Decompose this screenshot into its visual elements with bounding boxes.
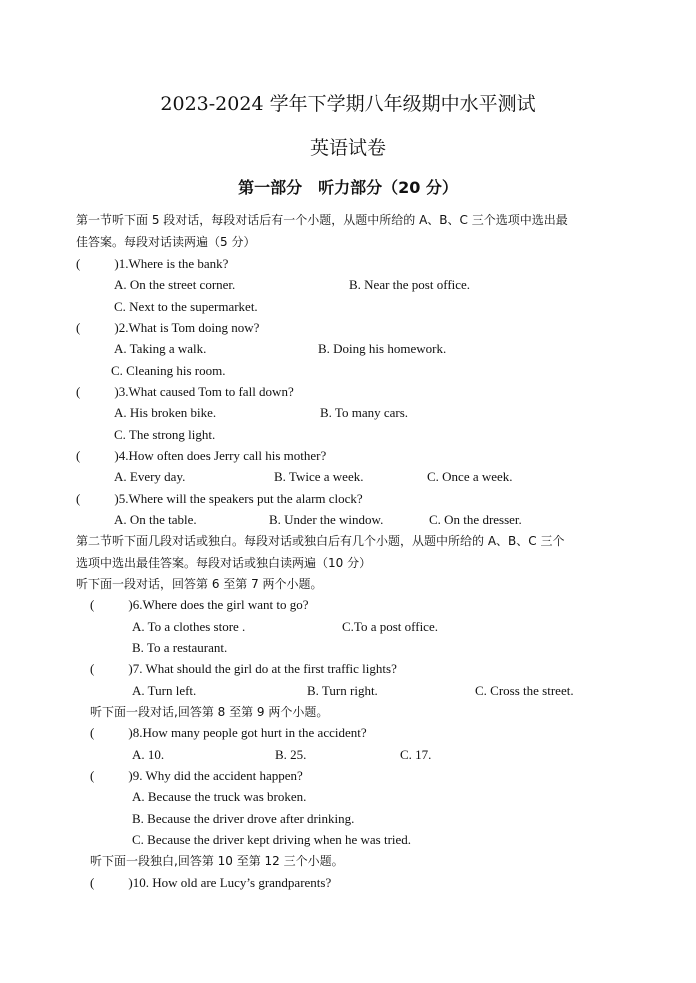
question-6 [90, 597, 309, 613]
answer-paren-open: ( [90, 875, 95, 890]
question-2 [76, 320, 259, 336]
question-text: 6.Where does the girl want to go? [132, 597, 309, 612]
q6-option-b: C.To a post office. [342, 619, 438, 634]
section1-instruction-line1: 第一节听下面 5 段对话，每段对话后有一个小题，从题中所给的 A、B、C 三个选项中选出最 [76, 213, 568, 227]
question-text: 8.How many people got hurt in the accident? [132, 725, 367, 740]
question-text: 7. What should the girl do at the first traffic lights? [132, 661, 397, 676]
answer-paren-close: ) [128, 597, 133, 612]
q1-option-c: C. Next to the supermarket. [114, 299, 258, 314]
q7-option-a: A. Turn left. [132, 683, 197, 698]
answer-paren-open: ( [90, 768, 95, 783]
answer-paren-open: ( [76, 491, 81, 506]
question-4 [76, 448, 326, 464]
q2-option-c: C. Cleaning his room. [111, 363, 226, 378]
answer-paren-open: ( [76, 448, 81, 463]
question-1 [76, 256, 228, 272]
q3-option-b: B. To many cars. [320, 405, 409, 420]
sub-instruction-10-12: 听下面一段独白,回答第 10 至第 12 三个小题。 [90, 854, 344, 868]
q3-option-c: C. The strong light. [114, 427, 216, 442]
question-5 [76, 491, 363, 507]
section2-instruction-line2: 选项中选出最佳答案。每段对话或独白读两遍（10 分） [76, 556, 372, 570]
q8-option-b: B. 25. [275, 747, 307, 762]
answer-paren-close: ) [114, 448, 119, 463]
question-text: 9. Why did the accident happen? [132, 768, 303, 783]
answer-paren-close: ) [128, 875, 133, 890]
answer-paren-open: ( [90, 597, 95, 612]
question-text: 4.How often does Jerry call his mother? [118, 448, 327, 463]
section2-instruction-line1: 第二节听下面几段对话或独白。每段对话或独白后有几个小题，从题中所给的 A、B、C 三个 [76, 534, 565, 548]
answer-paren-open: ( [76, 256, 81, 271]
answer-paren-open: ( [90, 661, 95, 676]
q7-option-b: B. Turn right. [307, 683, 378, 698]
q1-option-b: B. Near the post office. [349, 277, 471, 292]
q9-option-a: A. Because the truck was broken. [132, 789, 307, 804]
question-7 [90, 661, 397, 677]
sub-instruction-8-9: 听下面一段对话,回答第 8 至第 9 两个小题。 [90, 705, 329, 719]
exam-title: 2023-2024 学年下学期八年级期中水平测试 [160, 93, 536, 115]
answer-paren-close: ) [114, 320, 119, 335]
q1-option-a: A. On the street corner. [114, 277, 236, 292]
question-text: 2.What is Tom doing now? [118, 320, 260, 335]
q7-option-c: C. Cross the street. [475, 683, 574, 698]
question-text: 1.Where is the bank? [118, 256, 229, 271]
q5-option-c: C. On the dresser. [429, 512, 522, 527]
q5-option-a: A. On the table. [114, 512, 197, 527]
answer-paren-close: ) [128, 768, 133, 783]
q2-option-b: B. Doing his homework. [318, 341, 447, 356]
answer-paren-open: ( [76, 320, 81, 335]
question-text: 10. How old are Lucy’s grandparents? [132, 875, 332, 890]
question-text: 5.Where will the speakers put the alarm clock? [118, 491, 363, 506]
answer-paren-close: ) [114, 256, 119, 271]
q2-option-a: A. Taking a walk. [114, 341, 207, 356]
answer-paren-close: ) [128, 661, 133, 676]
answer-paren-close: ) [128, 725, 133, 740]
q4-option-b: B. Twice a week. [274, 469, 364, 484]
sub-instruction-6-7: 听下面一段对话，回答第 6 至第 7 两个小题。 [76, 577, 323, 591]
q6-option-c: B. To a restaurant. [132, 640, 228, 655]
q8-option-c: C. 17. [400, 747, 432, 762]
q9-option-b: B. Because the driver drove after drinking. [132, 811, 355, 826]
answer-paren-close: ) [114, 384, 119, 399]
question-3 [76, 384, 294, 400]
question-text: 3.What caused Tom to fall down? [118, 384, 294, 399]
q6-option-a: A. To a clothes store . [132, 619, 246, 634]
q4-option-a: A. Every day. [114, 469, 186, 484]
q9-option-c: C. Because the driver kept driving when he was tried. [132, 832, 412, 847]
question-9 [90, 768, 303, 784]
question-8 [90, 725, 367, 741]
q4-option-c: C. Once a week. [427, 469, 513, 484]
part-title: 第一部分 听力部分（20 分） [238, 178, 458, 197]
answer-paren-close: ) [114, 491, 119, 506]
question-10 [90, 875, 331, 891]
exam-subtitle: 英语试卷 [309, 137, 386, 159]
answer-paren-open: ( [76, 384, 81, 399]
q5-option-b: B. Under the window. [269, 512, 384, 527]
q3-option-a: A. His broken bike. [114, 405, 217, 420]
q8-option-a: A. 10. [132, 747, 165, 762]
answer-paren-open: ( [90, 725, 95, 740]
section1-instruction-line2: 佳答案。每段对话读两遍（5 分） [76, 235, 256, 249]
